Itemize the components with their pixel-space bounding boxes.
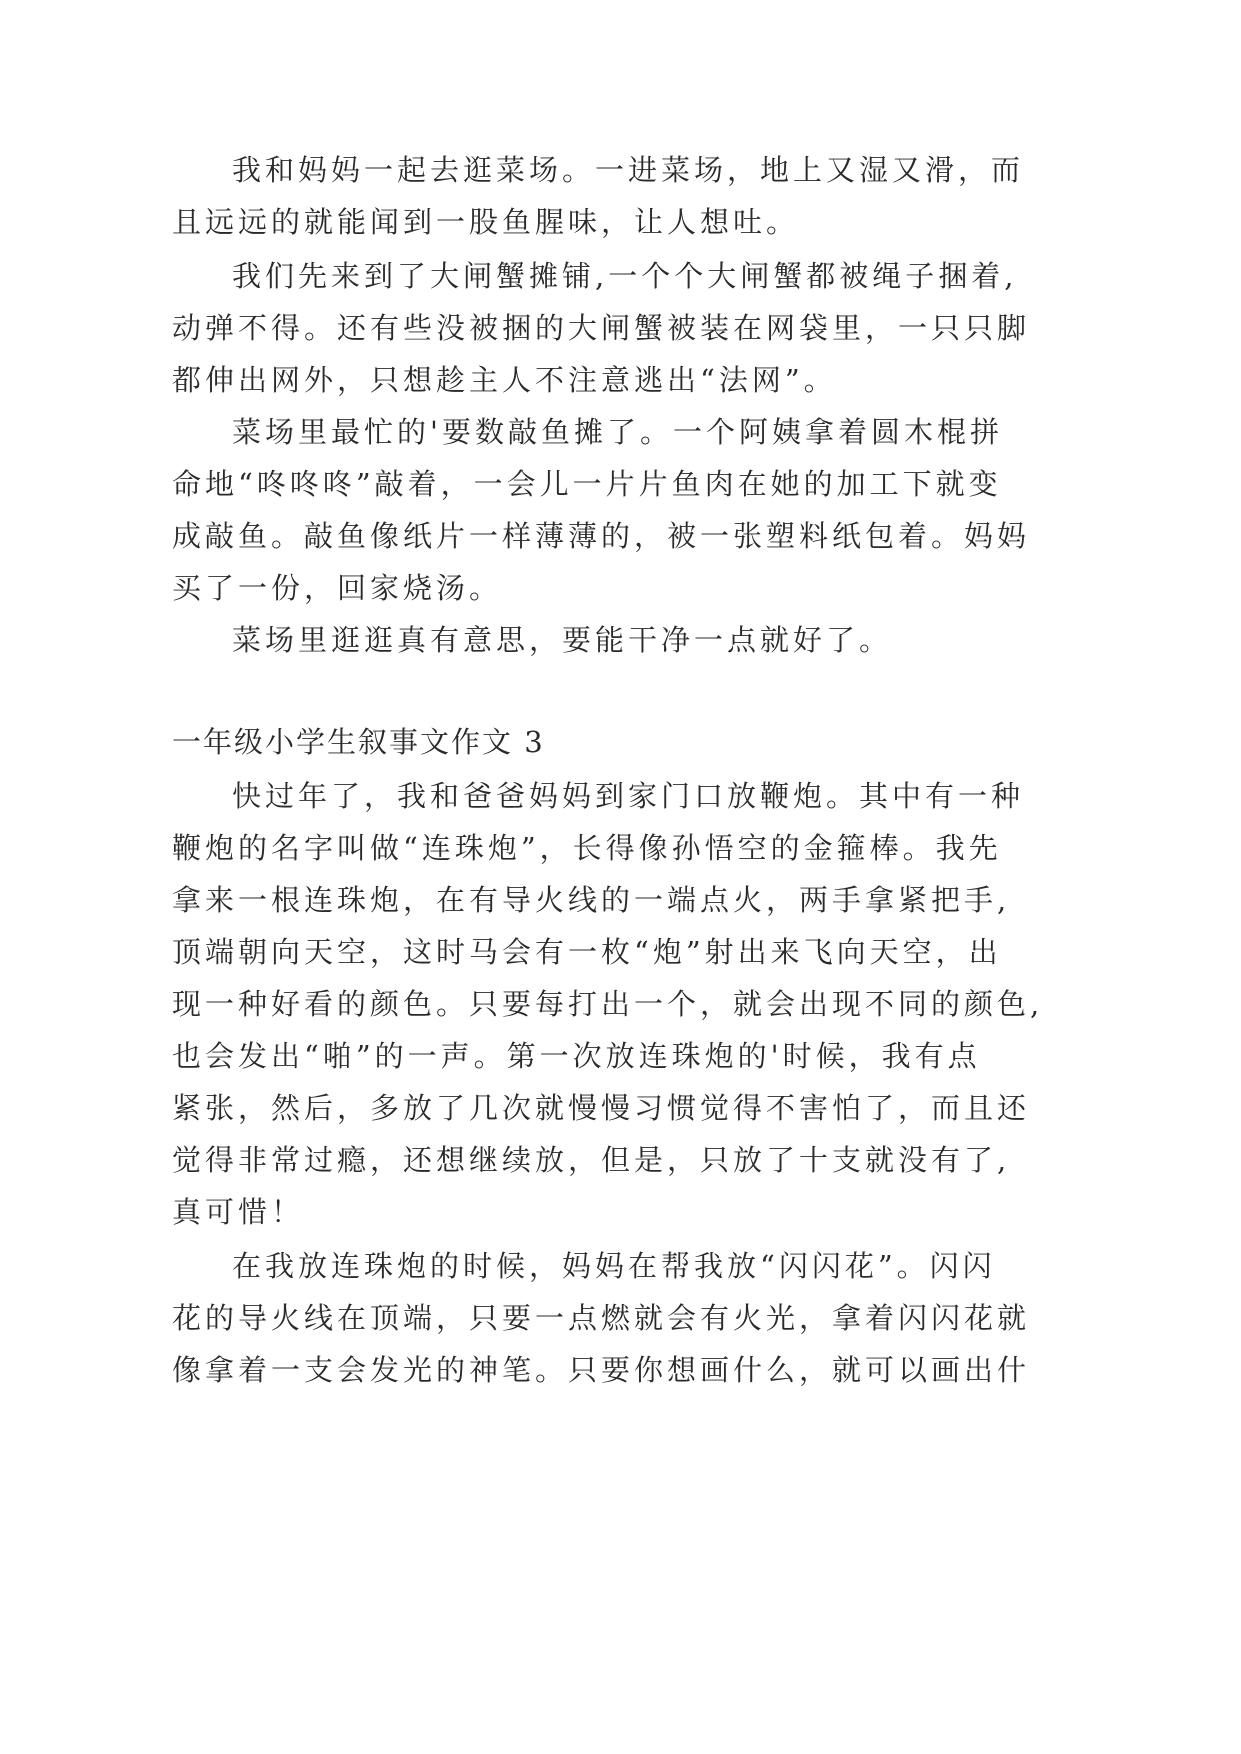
text-line: 紧张，然后，多放了几次就慢慢习惯觉得不害怕了，而且还 <box>172 1091 1031 1125</box>
section-heading: 一年级小学生叙事文作文 3 <box>172 725 545 759</box>
text-line: 快过年了，我和爸爸妈妈到家门口放鞭炮。其中有一种 <box>232 779 1025 813</box>
text-line: 现一种好看的颜色。只要每打出一个，就会出现不同的颜色, <box>172 987 1044 1021</box>
text-line: 在我放连珠炮的时候，妈妈在帮我放“闪闪花”。闪闪 <box>232 1249 996 1283</box>
text-line: 鞭炮的名字叫做“连珠炮”，长得像孙悟空的金箍棒。我先 <box>172 831 1002 865</box>
text-line: 成敲鱼。敲鱼像纸片一样薄薄的，被一张塑料纸包着。妈妈 <box>172 519 1031 553</box>
text-line: 命地“咚咚咚”敲着，一会儿一片片鱼肉在她的加工下就变 <box>172 467 1002 501</box>
text-line: 都伸出网外，只想趁主人不注意逃出“法网”。 <box>172 363 837 397</box>
text-line: 且远远的就能闻到一股鱼腥味，让人想吐。 <box>172 205 800 239</box>
text-line: 菜场里最忙的'要数敲鱼摊了。一个阿姨拿着圆木棍拼 <box>232 415 1003 449</box>
text-line: 真可惜！ <box>172 1195 305 1229</box>
text-line: 买了一份，回家烧汤。 <box>172 571 503 605</box>
text-line: 觉得非常过瘾，还想继续放，但是，只放了十支就没有了, <box>172 1143 1011 1177</box>
text-line: 我们先来到了大闸蟹摊铺,一个个大闸蟹都被绳子捆着, <box>232 259 1018 293</box>
text-line: 我和妈妈一起去逛菜场。一进菜场，地上又湿又滑，而 <box>232 153 1025 187</box>
text-line: 花的导火线在顶端，只要一点燃就会有火光，拿着闪闪花就 <box>172 1301 1031 1335</box>
text-line: 菜场里逛逛真有意思，要能干净一点就好了。 <box>232 623 893 657</box>
text-line: 顶端朝向天空，这时马会有一枚“炮”射出来飞向天空，出 <box>172 935 1002 969</box>
text-line: 拿来一根连珠炮，在有导火线的一端点火，两手拿紧把手, <box>172 883 1011 917</box>
text-line: 动弹不得。还有些没被捆的大闸蟹被装在网袋里，一只只脚 <box>172 311 1031 345</box>
text-line: 也会发出“啪”的一声。第一次放连珠炮的'时候，我有点 <box>172 1039 981 1073</box>
text-line: 像拿着一支会发光的神笔。只要你想画什么，就可以画出什 <box>172 1353 1031 1387</box>
